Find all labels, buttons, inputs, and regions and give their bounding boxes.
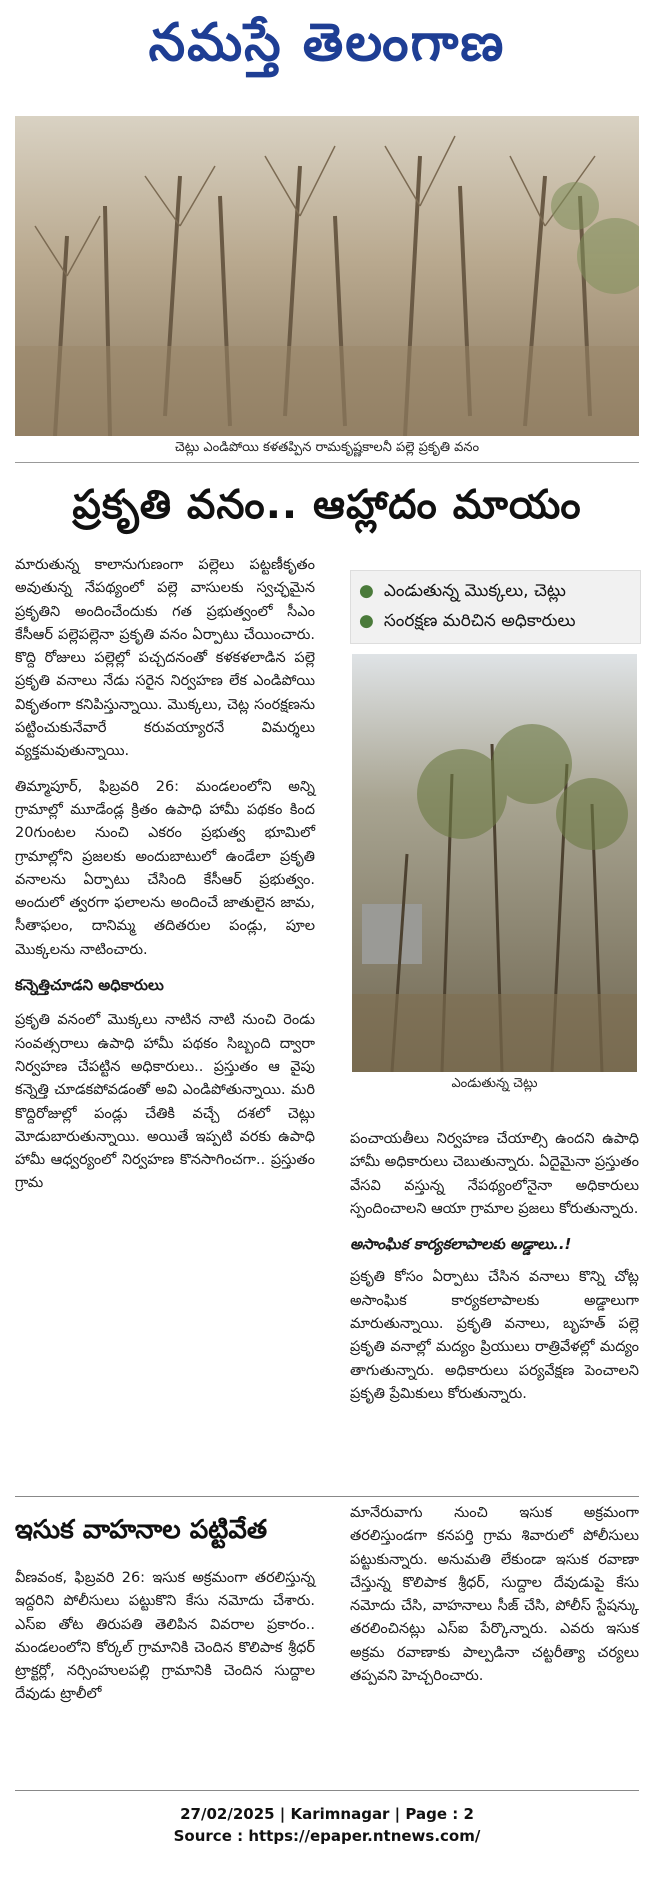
article-paragraph: ప్రకృతి కోసం ఏర్పాటు చేసిన వనాలు కొన్ని చోట్ల అసాంఘిక కార్యకలాపాలకు అడ్డాలుగా మారుతున్నాయి. ప్రకృతి వనాలు, బృహత్ పల్లె ప్రకృతి వనాల్లో మద్యం ప్రియులు రాత్రివేళల్లో మద్యం తాగుతున్నారు. అధికారులు పర్యవేక్షణ పెంచాలని ప్రకృతి ప్రేమికులు కోరుతున్నారు.	[350, 1269, 639, 1402]
newspaper-masthead: నమస్తే తెలంగాణ	[148, 12, 506, 73]
highlight-text: ఎండుతున్న మొక్కలు, చెట్లు	[383, 581, 566, 601]
bullet-icon: ●	[359, 611, 374, 631]
article-subhead: అసాంఘిక కార్యకలాపాలకు అడ్డాలు..!	[350, 1235, 572, 1254]
article-right-column	[350, 1128, 639, 1418]
edition-info: 27/02/2025 | Karimnagar | Page : 2	[180, 1805, 474, 1823]
highlights-box	[350, 570, 641, 644]
top-photo-caption: చెట్లు ఎండిపోయి కళతప్పిన రామకృష్ణకాలనీ పల్లె ప్రకృతి వనం	[174, 440, 480, 455]
article-left-column	[15, 554, 315, 1208]
divider	[15, 462, 639, 463]
source-link[interactable]: Source : https://epaper.ntnews.com/	[173, 1827, 481, 1845]
dry-forest-photo	[15, 116, 639, 436]
right-photo-caption: ఎండుతున్న చెట్లు	[451, 1076, 538, 1091]
bullet-icon: ●	[359, 581, 374, 601]
highlight-item	[359, 581, 566, 605]
article-subhead: కన్నెత్తిచూడని అధికారులు	[15, 976, 164, 995]
article-headline: ప్రకృతి వనం.. ఆహ్లాదం మాయం	[72, 482, 582, 528]
sand-article-headline: ఇసుక వాహనాల పట్టివేత	[15, 1515, 268, 1545]
sand-article-right-column	[350, 1502, 639, 1700]
article-paragraph: ప్రకృతి వనంలో మొక్కలు నాటిన నాటి నుంచి రెండు సంవత్సరాలు ఉపాధి హామీ పథకం సిబ్బంది ద్వారా నిర్వహణ చేపట్టిన అధికారులు.. ప్రస్తుతం ఆ వైపు కన్నెత్తి చూడకపోవడంతో అవి ఎండిపోతున్నాయి. మరి కొద్దిరోజుల్లో పండ్లు చేతికి వచ్చే దశలో చెట్లు మోడుబారుతున్నాయి. అయితే ఇప్పటి వరకు ఉపాధి హామీ ఆధ్వర్యంలో నిర్వహణ కొనసాగించగా.. ప్రస్తుతం గ్రామ	[15, 1012, 315, 1192]
article-paragraph: తిమ్మాపూర్, ఫిబ్రవరి 26: మండలంలోని అన్ని గ్రామాల్లో మూడేండ్ల క్రితం ఉపాధి హామీ పథకం కింద 20గుంటల నుంచి ఎకరం ప్రభుత్వ భూమిలో గ్రామాల్లోని ప్రజలకు అందుబాటులో ఉండేలా ప్రకృతి వనాలను ఏర్పాటు చేసింది కేసీఆర్ ప్రభుత్వం. అందులో త్వరగా ఫలాలను అందించే జాతులైన జామ, సీతాఫలం, దానిమ్మ తదితరుల పండ్లు, పూల మొక్కలను నాటించారు.	[15, 778, 315, 958]
divider	[15, 1790, 639, 1791]
sand-article-left-column	[15, 1567, 315, 1719]
article-paragraph: వీణవంక, ఫిబ్రవరి 26: ఇసుక అక్రమంగా తరలిస్తున్న ఇద్దరిని పోలీసులు పట్టుకొని కేసు నమోదు చేశారు. ఎస్ఐ తోట తిరుపతి తెలిపిన వివరాల ప్రకారం.. మండలంలోని కోర్కల్ గ్రామానికి చెందిన కొలిపాక శ్రీధర్ ట్రాక్టర్లో, నర్సింహులపల్లి గ్రామానికి చెందిన సుద్దాల దేవుడు ట్రాలీలో	[15, 1570, 315, 1703]
article-paragraph: పంచాయతీలు నిర్వహణ చేయాల్సి ఉందని ఉపాధి హామీ అధికారులు చెబుతున్నారు. ఏదైమైనా ప్రస్తుతం వేసవి వస్తున్న నేపథ్యంలోనైనా అధికారులు స్పందించాలని ఆయా గ్రామాల ప్రజలు కోరుతున్నారు.	[350, 1131, 639, 1217]
article-paragraph: మారుతున్న కాలానుగుణంగా పల్లెలు పట్టణీకృతం అవుతున్న నేపథ్యంలో పల్లె వాసులకు స్వచ్ఛమైన ప్రకృతిని అందించేందుకు గత ప్రభుత్వంలో సీఎం కేసీఆర్ పల్లెపల్లెనా ప్రకృతి వనం ఏర్పాటు చేయించారు. కొద్ది రోజులు పల్లెల్లో పచ్చదనంతో కళకళలాడిన పల్లె ప్రకృతి వనాలు నేడు సరైన నిర్వహణ లేక ఎండిపోయి వికృతంగా కనిపిస్తున్నాయి. మొక్కలు, చెట్ల సంరక్షణను పట్టించుకునేవారే కరువయ్యారనే విమర్శలు వ్యక్తమవుతున్నాయి.	[15, 557, 315, 760]
highlight-text: సంరక్షణ మరిచిన అధికారులు	[383, 611, 576, 631]
divider	[15, 1496, 639, 1497]
highlight-item	[359, 611, 575, 635]
article-paragraph: మానేరువాగు నుంచి ఇసుక అక్రమంగా తరలిస్తుండగా కనపర్తి గ్రామ శివారులో పోలీసులు పట్టుకున్నారు. అనుమతి లేకుండా ఇసుక రవాణా చేస్తున్న కొలిపాక శ్రీధర్, సుద్దాల దేవుడుపై కేసు నమోదు చేసి, వాహనాలు సీజ్ చేసి, పోలీస్ స్టేషన్కు తరలించినట్లు ఎస్ఐ పేర్కొన్నారు. ఎవరు ఇసుక అక్రమ రవాణాకు పాల్పడినా చట్టరీత్యా చర్యలు తప్పవని హెచ్చరించారు.	[350, 1505, 639, 1685]
dry-trees-photo	[352, 654, 637, 1072]
